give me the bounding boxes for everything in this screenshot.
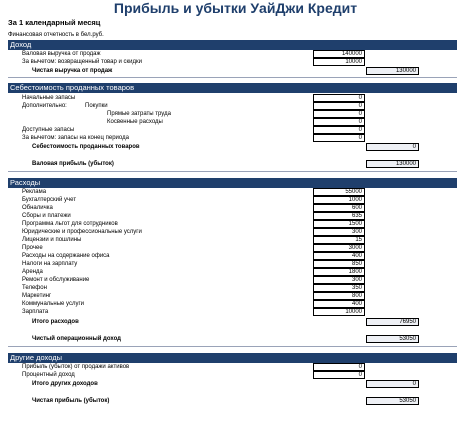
section-expenses-header: Расходы [8, 178, 457, 188]
gross-profit-label: Валовая прибыль (убыток) [32, 161, 114, 167]
section-other-income-header: Другие доходы [8, 353, 457, 363]
gross-profit-cell[interactable]: 130000 [366, 160, 419, 168]
closing-inventory-cell[interactable]: 0 [313, 134, 365, 142]
net-profit-label: Чистая прибыль (убыток) [32, 398, 110, 404]
expense-cell[interactable]: 15 [313, 236, 365, 244]
expense-label: Бухгалтерский учет [22, 197, 77, 203]
direct-labor-label: Прямые затраты труда [107, 111, 171, 117]
net-operating-income-cell[interactable]: 53050 [366, 335, 419, 343]
indirect-costs-cell[interactable]: 0 [313, 118, 365, 126]
expense-cell[interactable]: 350 [313, 284, 365, 292]
net-sales-cell[interactable]: 130000 [366, 67, 419, 75]
expense-label: Аренда [22, 269, 43, 275]
expense-label: Юридические и профессиональные услуги [22, 229, 142, 235]
gross-sales-cell[interactable]: 140000 [313, 50, 365, 58]
period-label: За 1 календарный месяц [8, 18, 101, 27]
total-expenses-label: Итого расходов [32, 319, 79, 325]
interest-income-cell[interactable]: 0 [313, 371, 365, 379]
expense-cell[interactable]: 55000 [313, 188, 365, 196]
direct-labor-cell[interactable]: 0 [313, 110, 365, 118]
expense-label: Обналичка [22, 205, 53, 211]
expense-label: Коммунальные услуги [22, 301, 85, 307]
expense-label: Расходы на содержание офиса [22, 253, 110, 259]
divider [8, 77, 457, 78]
expense-cell[interactable]: 600 [313, 204, 365, 212]
expense-label: Телефон [22, 285, 47, 291]
expense-cell[interactable]: 300 [313, 276, 365, 284]
total-expenses-cell[interactable]: 76950 [366, 318, 419, 326]
divider [8, 346, 457, 347]
purchases-label: Покупки [85, 103, 108, 109]
purchases-cell[interactable]: 0 [313, 102, 365, 110]
available-inventory-cell[interactable]: 0 [313, 126, 365, 134]
other-income-total-cell[interactable]: 0 [366, 380, 419, 388]
expense-label: Лицензии и пошлины [22, 237, 82, 243]
available-inventory-label: Доступные запасы [22, 127, 75, 133]
asset-sale-label: Прибыль (убыток) от продажи активов [22, 364, 130, 370]
returns-label: За вычетом: возвращенный товар и скидки [22, 59, 142, 65]
returns-cell[interactable]: 10000 [313, 58, 365, 66]
expense-label: Налоги на зарплату [22, 261, 78, 267]
gross-sales-label: Валовая выручка от продаж [22, 51, 101, 57]
page-title: Прибыль и убытки УайДжи Кредит [113, 0, 358, 16]
expense-label: Ремонт и обслуживание [22, 277, 90, 283]
expense-cell[interactable]: 800 [313, 292, 365, 300]
other-income-total-label: Итого других доходов [32, 381, 98, 387]
section-income-header: Доход [8, 40, 457, 50]
cogs-total-label: Себестоимость проданных товаров [32, 144, 140, 150]
additional-label: Дополнительно: [22, 103, 67, 109]
expense-cell[interactable]: 300 [313, 228, 365, 236]
expense-cell[interactable]: 850 [313, 260, 365, 268]
expense-cell[interactable]: 10000 [313, 308, 365, 316]
expense-label: Прочее [22, 245, 43, 251]
currency-note: Финансовая отчетность в бел.руб. [8, 32, 104, 38]
expense-cell[interactable]: 1000 [313, 196, 365, 204]
expense-cell[interactable]: 400 [313, 300, 365, 308]
interest-income-label: Процентный доход [22, 372, 75, 378]
expense-cell[interactable]: 1800 [313, 268, 365, 276]
closing-inventory-label: За вычетом: запасы на конец периода [22, 135, 129, 141]
net-profit-cell[interactable]: 53050 [366, 397, 419, 405]
section-cogs-header: Себестоимость проданных товаров [8, 83, 457, 93]
cogs-total-cell[interactable]: 0 [366, 143, 419, 151]
expense-label: Программа льгот для сотрудников [22, 221, 118, 227]
expense-label: Маркетинг [22, 293, 52, 299]
indirect-costs-label: Косвенные расходы [107, 119, 163, 125]
expense-cell[interactable]: 635 [313, 212, 365, 220]
opening-inventory-label: Начальные запасы [22, 95, 76, 101]
divider [8, 171, 457, 172]
opening-inventory-cell[interactable]: 0 [313, 94, 365, 102]
expense-label: Сборы и платежи [22, 213, 71, 219]
expense-label: Зарплата [22, 309, 49, 315]
net-operating-income-label: Чистый операционный доход [32, 336, 121, 342]
expense-label: Реклама [22, 189, 47, 195]
expense-cell[interactable]: 1500 [313, 220, 365, 228]
expense-cell[interactable]: 400 [313, 252, 365, 260]
expense-cell[interactable]: 3000 [313, 244, 365, 252]
net-sales-label: Чистая выручка от продаж [32, 68, 113, 74]
asset-sale-cell[interactable]: 0 [313, 363, 365, 371]
